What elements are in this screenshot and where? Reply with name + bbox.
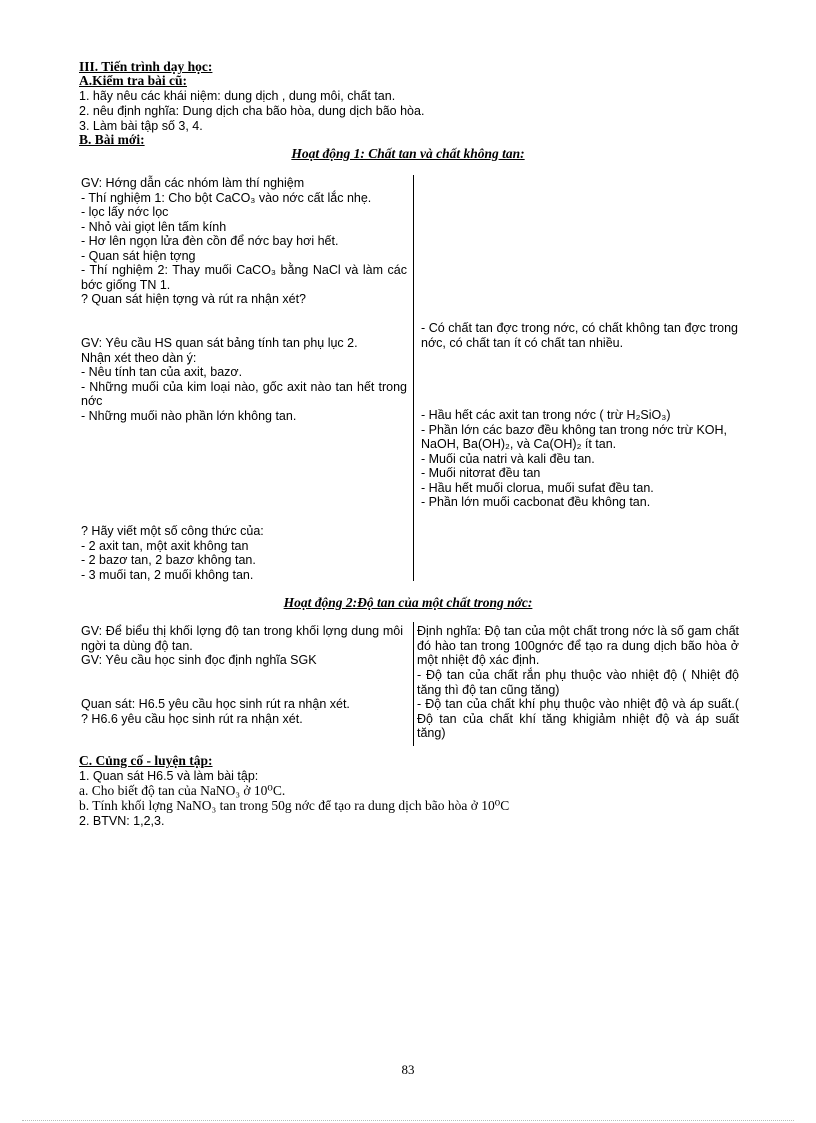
text-line: - 2 axit tan, một axit không tan <box>81 538 249 553</box>
part-a-item: 2. nêu định nghĩa: Dung dịch cha bão hòa, dung dịch bão hòa. <box>79 104 425 118</box>
activity1-right-block2 <box>421 408 741 510</box>
activity1-title: Hoạt động 1: Chất tan và chất không tan: <box>291 146 525 161</box>
column-divider <box>413 622 414 746</box>
page-bottom-rule <box>22 1120 794 1121</box>
text-line: - Phần lớn các bazơ đều không tan trong nớc trừ KOH, NaOH, Ba(OH)₂, và Ca(OH)₂ ít tan. <box>421 422 728 451</box>
text-line: - Nhỏ vài giọt lên tấm kính <box>81 219 227 234</box>
text-line: Định nghĩa: Độ tan của một chất trong nớc là số gam chất đó hào tan trong 100gnớc để tạo ra dung dịch bão hòa ở một nhiệt độ xác định. <box>417 624 739 667</box>
text-line: - Thí nghiệm 1: Cho bột CaCO₃ vào nớc cất lắc nhẹ. <box>81 190 372 205</box>
activity1-right-block1 <box>421 321 738 350</box>
column-divider <box>413 175 414 581</box>
part-a-title: A.Kiểm tra bài cũ: <box>79 73 187 88</box>
text-line: - lọc lấy nớc lọc <box>81 205 169 219</box>
part-c-item: a. Cho biết độ tan của NaNO₃ ở 10⁰C. <box>79 783 286 798</box>
text-line: Quan sát: H6.5 yêu cầu học sinh rút ra nhận xét. <box>81 697 350 711</box>
text-line: - 3 muối tan, 2 muối không tan. <box>81 567 254 582</box>
text-line: - Hơ lên ngọn lửa đèn cồn để nớc bay hơi hết. <box>81 234 339 248</box>
part-a-item: 1. hãy nêu các khái niệm: dung dịch , dung môi, chất tan. <box>79 89 396 103</box>
text-line: - Hầu hết các axit tan trong nớc ( trừ H₂SiO₃) <box>421 408 671 422</box>
activity2-title: Hoạt động 2:Độ tan của một chất trong nớc: <box>283 595 533 610</box>
text-line: GV: Hớng dẫn các nhóm làm thí nghiệm <box>81 176 305 190</box>
text-line: - Nêu tính tan của axit, bazơ. <box>81 365 243 379</box>
part-c-item: 2. BTVN: 1,2,3. <box>79 814 165 828</box>
text-line: - Có chất tan đợc trong nớc, có chất không tan đợc trong nớc, có chất tan ít có chất tan nhiều. <box>421 321 738 350</box>
part-b-title: B. Bài mới: <box>79 132 145 147</box>
text-line: - Độ tan của chất khí phụ thuộc vào nhiệt độ và áp suất.( Độ tan của chất khí tăng khigiảm nhiệt độ và áp suất tăng) <box>417 697 739 740</box>
text-line: ? Quan sát hiện tợng và rút ra nhận xét? <box>81 292 307 306</box>
text-line: - Thí nghiệm 2: Thay muối CaCO₃ bằng NaCl và làm các bớc giống TN 1. <box>81 263 407 292</box>
text-line: - 2 bazơ tan, 2 bazơ không tan. <box>81 553 256 567</box>
activity2-left-block2 <box>81 697 407 726</box>
text-line: - Muối của natri và kali đều tan. <box>421 451 595 466</box>
part-a-item: 3. Làm bài tập số 3, 4. <box>79 119 203 133</box>
text-line: - Phần lớn muối cacbonat đều không tan. <box>421 495 651 509</box>
part-c-title: C. Củng cố - luyện tập: <box>79 753 213 768</box>
activity2-right-block2 <box>417 668 739 741</box>
text-line: GV: Yêu cầu học sinh đọc định nghĩa SGK <box>81 653 317 667</box>
part-c-item: 1. Quan sát H6.5 và làm bài tập: <box>79 769 259 783</box>
activity1-left-block1 <box>81 176 407 307</box>
text-line: - Muối nitơrat đều tan <box>421 466 541 480</box>
text-line: ? Hãy viết một số công thức của: <box>81 524 264 538</box>
section-title: III. Tiến trình dạy học: <box>79 59 213 74</box>
part-c-item: b. Tính khối lợng NaNO₃ tan trong 50g nớc để tạo ra dung dịch bão hòa ở 10⁰C <box>79 798 510 813</box>
text-line: - Độ tan của chất rắn phụ thuộc vào nhiệt độ ( Nhiệt độ tăng thì độ tan cũng tăng) <box>417 668 739 697</box>
text-line: - Những muối của kim loại nào, gốc axit nào tan hết trong nớc <box>81 379 407 408</box>
text-line: GV: Yêu cầu HS quan sát bảng tính tan phụ lục 2. <box>81 336 358 350</box>
text-line: ? H6.6 yêu cầu học sinh rút ra nhận xét. <box>81 711 303 726</box>
activity2-left-block1 <box>81 624 403 668</box>
page-number: 83 <box>401 1062 415 1077</box>
text-line: Nhận xét theo dàn ý: <box>81 350 197 365</box>
activity1-left-block3 <box>81 524 407 582</box>
activity2-right-block1 <box>417 624 739 668</box>
text-line: - Những muối nào phần lớn không tan. <box>81 408 297 423</box>
text-line: - Hầu hết muối clorua, muối sufat đều tan. <box>421 480 654 495</box>
text-line: GV: Để biểu thị khối lợng độ tan trong khối lợng dung môi ngời ta dùng độ tan. <box>81 624 403 653</box>
activity1-left-block2 <box>81 336 407 423</box>
text-line: - Quan sát hiện tợng <box>81 248 196 263</box>
